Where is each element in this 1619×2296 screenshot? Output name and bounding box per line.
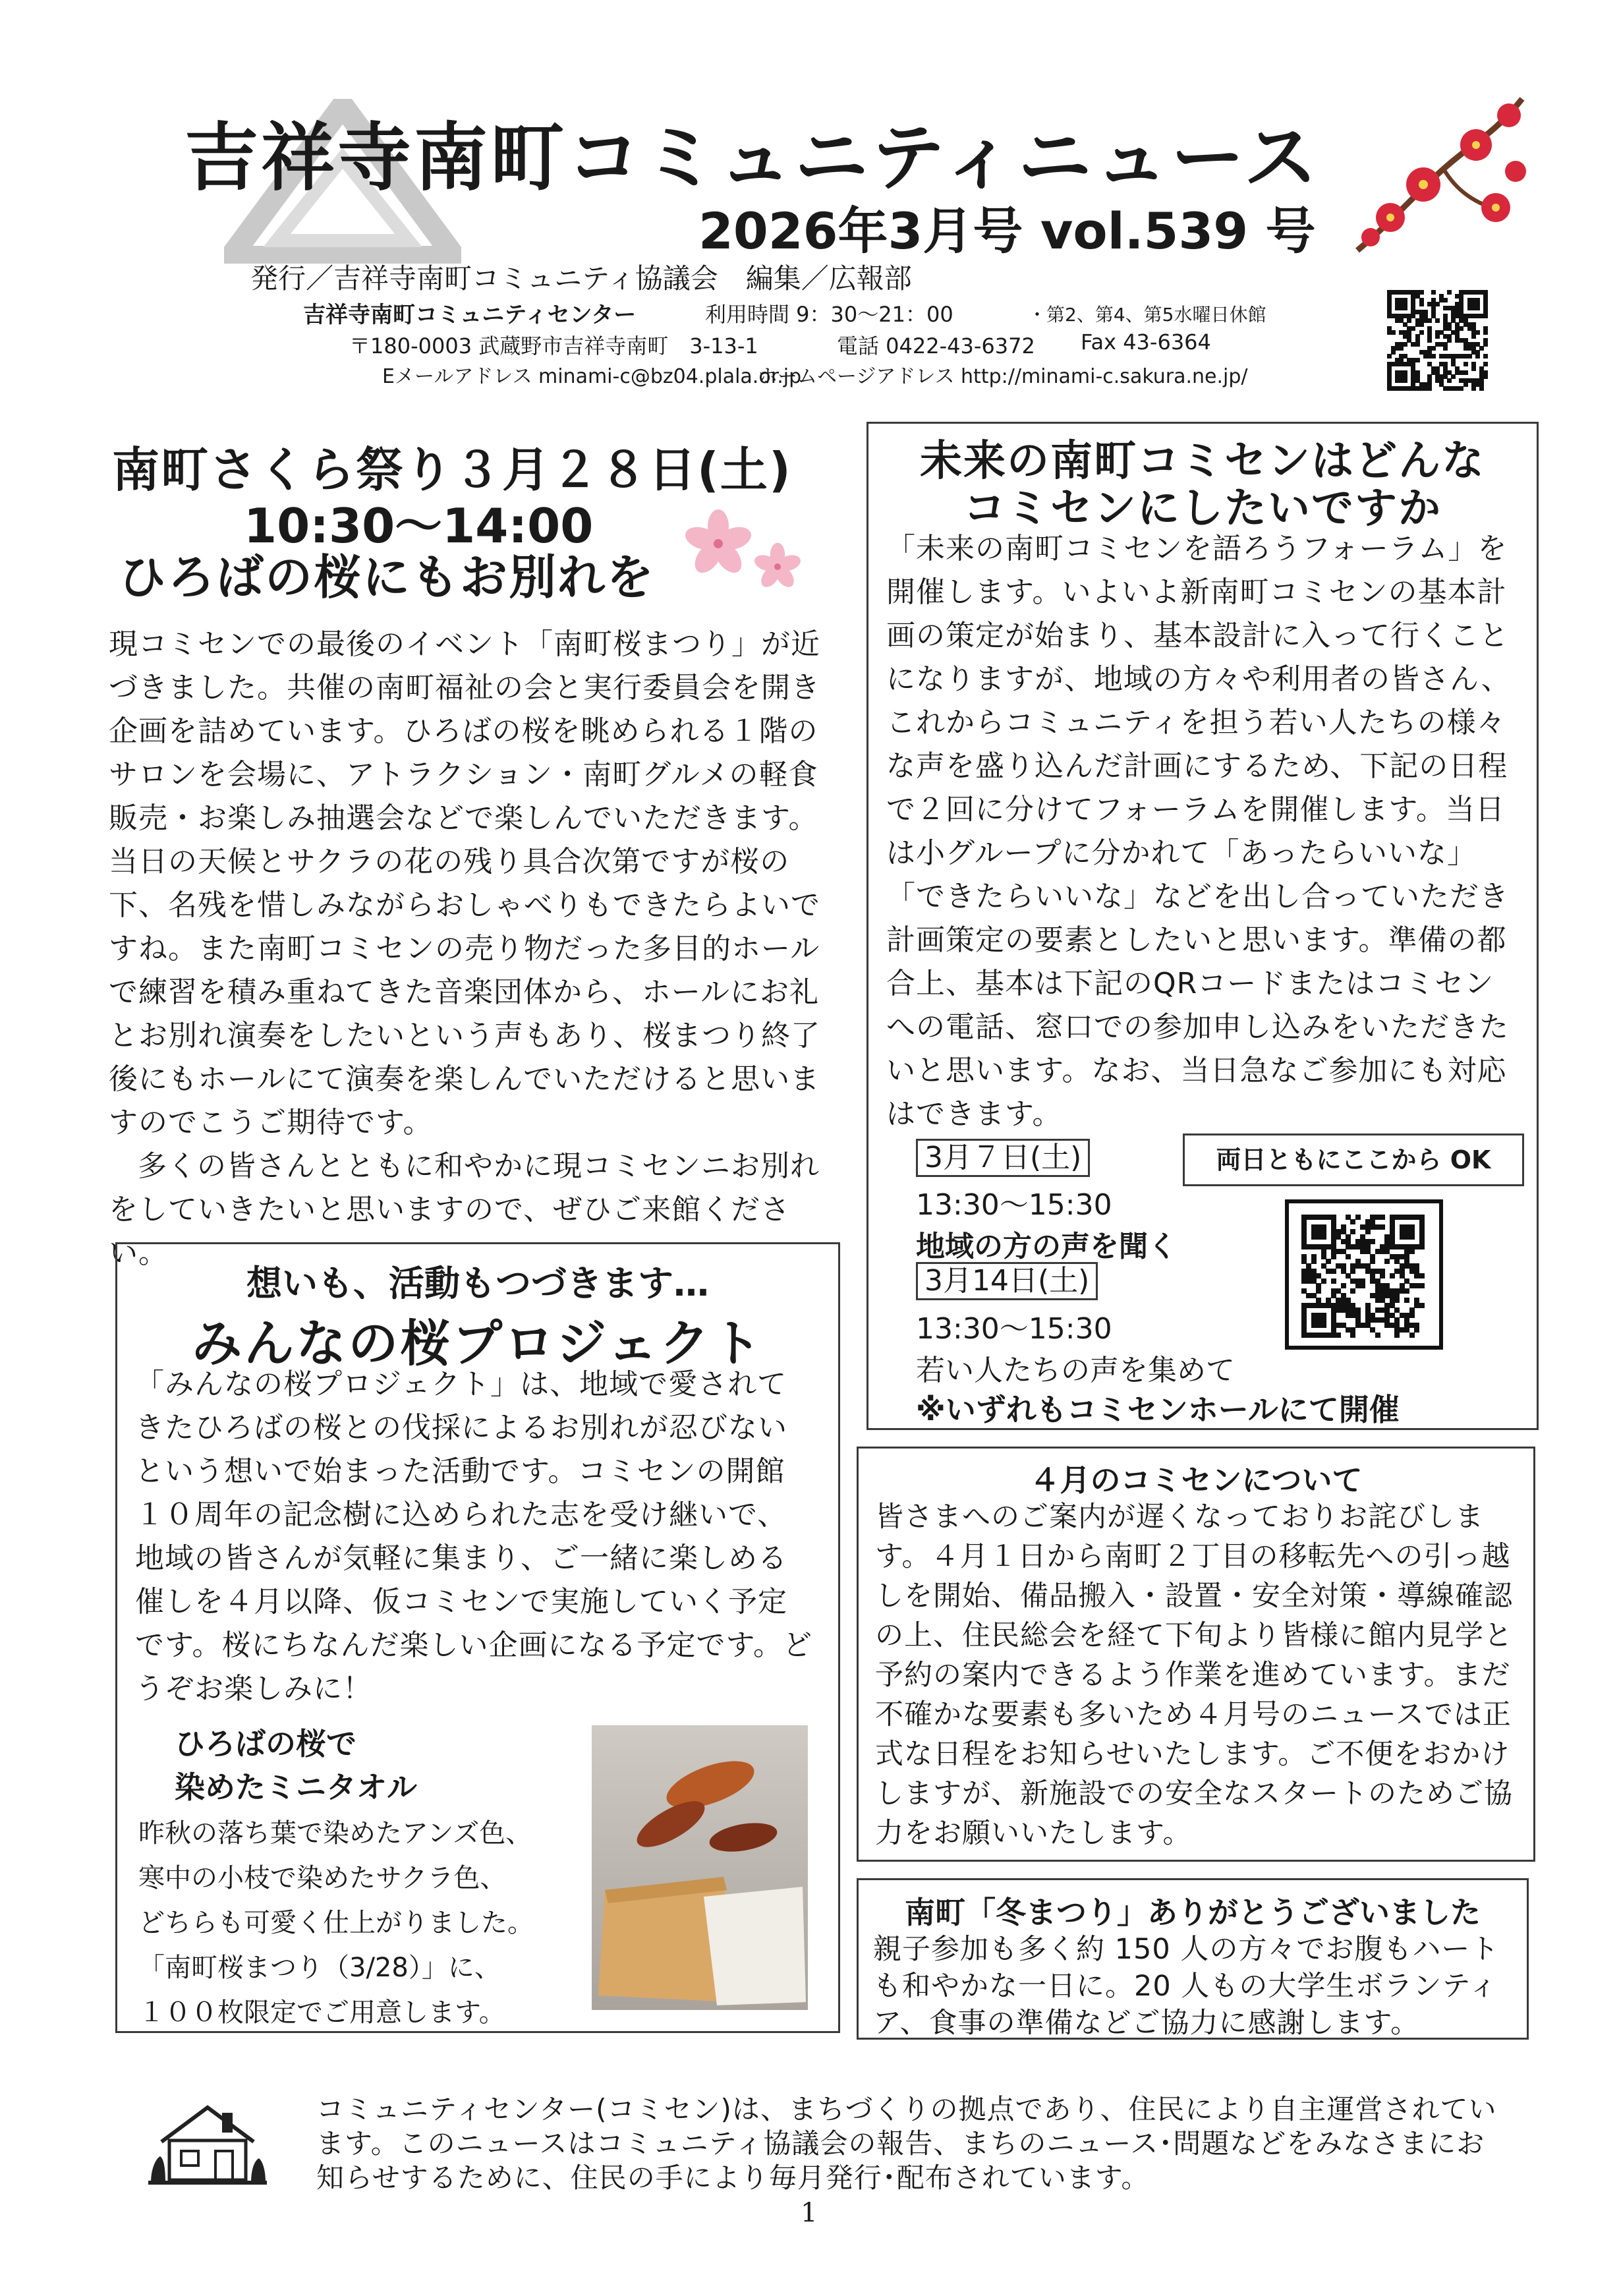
forum-body: 「未来の南町コミセンを語ろうフォーラム」を開催します。いよいよ新南町コミセンの基本計画の策定が始まり、基本設計に入って行くことになりますが、地域の方々や利用者の皆さん、これからコミュニティを担う若い人たちの様々な声を盛り込んだ計画にするため、下記の日程で２回に分けてフォーラムを開催します。当日は小グループに分かれて「あったらいいな」「できたらいいな」などを出し合っていただき計画策定の要素としたいと思います。準備の都合上、基本は下記のQRコードまたはコミセンへの電話、窓口での参加申し込みをいただきたいと思います。なお、当日急なご参加にも対応はできます。 [886,532,1511,1131]
qr-module [1483,342,1488,347]
qr-module [1471,334,1476,339]
qr-module [1350,1269,1355,1274]
qr-code-forum[interactable] [1301,1215,1424,1337]
cherry-blossom-icon [679,507,810,593]
qr-module [1435,302,1440,306]
qr-module [1435,318,1440,323]
qr-module [1403,342,1407,347]
qr-module [1341,1283,1346,1288]
qr-module [1435,334,1440,339]
forum-date-1: 3月７日(土) [916,1139,1090,1177]
qr-module [1321,1278,1326,1284]
community-house-icon [142,2096,273,2188]
qr-module [1467,354,1472,359]
qr-module [1355,1215,1361,1220]
qr-module [1443,346,1448,351]
qr-module [1407,318,1411,323]
qr-module [1463,370,1468,375]
qr-module [1394,1298,1400,1303]
qr-module [1380,1224,1385,1230]
fax-number: Fax 43-6364 [1081,330,1211,355]
qr-module [1384,1259,1390,1264]
qr-module [1404,1298,1409,1303]
qr-module [1431,346,1436,351]
qr-module [1427,318,1432,323]
forum-venue: ※いずれもコミセンホールにて開催 [916,1392,1400,1427]
qr-module [1447,290,1452,295]
towel-line-4: 「南町桜まつり（3/28）」に、 [138,1953,501,1983]
towel-line-5: １００枚限定でご用意します。 [138,1997,505,2028]
qr-module [1311,1259,1317,1264]
qr-module [1403,306,1407,310]
qr-module [1380,1215,1385,1220]
qr-module [1471,386,1476,391]
opening-hours: 利用時間 9：30～21：00 [705,302,953,327]
address: 〒180-0003 武蔵野市吉祥寺南町 3-13-1 [349,333,758,359]
qr-module [1399,346,1404,351]
plum-blossom-icon [1344,86,1535,264]
qr-module [1350,1288,1355,1294]
qr-module [1409,1333,1415,1338]
publisher-line: 発行／吉祥寺南町コミュニティ協議会 編集／広報部 [250,262,912,295]
qr-module [1419,322,1424,327]
qr-module [1431,354,1436,359]
qr-module [1370,1239,1375,1244]
qr-module [1483,354,1488,359]
winter-festival-title: 南町「冬まつり」ありがとうございました [905,1895,1481,1930]
towel-line-3: どちらも可愛く仕上がりました。 [138,1908,534,1938]
qr-module [1463,362,1468,366]
qr-module [1483,330,1488,335]
qr-module [1479,386,1484,391]
qr-module [1483,314,1488,318]
qr-module [1419,302,1424,306]
qr-module [1331,1254,1336,1259]
winter-festival-body: 親子参加も多く約 150 人の方々でお腹もハートも和やかな一日に。20 人もの大学生ボランティア、食事の準備などご協力に感謝します。 [873,1933,1500,2040]
closed-days: ・第2、第4、第5水曜日休館 [1028,304,1266,326]
issue-number: 2026年3月号 vol.539 号 [698,202,1316,260]
qr-module [1316,1288,1321,1294]
qr-module [1483,362,1488,366]
qr-module [1419,1273,1425,1278]
qr-module [1391,330,1396,335]
forum-date-2-wrap [916,1262,1098,1300]
sakura-festival-title: 南町さくら祭り３月２８日(土) [112,442,792,498]
april-notice-title: ４月のコミセンについて [1029,1462,1363,1498]
qr-module [1483,374,1488,379]
qr-module [1409,1234,1415,1240]
sakura-paragraph-1: 現コミセンでの最後のイベント「南町桜まつり」が近づきました。共催の南町福祉の会と実行委員会を開き企画を詰めています。ひろばの桜を眺められる１階のサロンを会場に、アトラクション・南町グルメの軽食販売・お楽しみ抽選会などで楽しんでいただきます。当日の天候とサクラの花の残り具合次第ですが桜の下、名残を惜しみながらおしゃべりもできたらよいですね。また南町コミセンの売り物だった多目的ホールで練習を積み重ねてきた音楽団体から、ホールにお礼とお別れ演奏をしたいという声もあり、桜まつり終了後にもホールにて演奏を楽しんでいただけると思いますのでこうご期待です。 [109,627,820,1139]
qr-module [1365,1229,1371,1234]
qr-label-box: 両日ともにここから OK [1183,1134,1524,1186]
towel-description [138,1811,534,2035]
forum-time-1: 13:30～15:30 [916,1188,1112,1222]
qr-module [1350,1219,1355,1224]
sakura-festival-time: 10:30～14:00 [244,498,594,554]
phone-number: 電話 0422-43-6372 [837,333,1035,359]
qr-module [1447,378,1452,383]
qr-module [1471,366,1476,371]
forum-date-2: 3月14日(土) [916,1262,1098,1300]
qr-module [1321,1234,1326,1240]
qr-module [1414,1327,1419,1333]
center-name: 吉祥寺南町コミュニティセンター [303,302,637,328]
qr-module [1331,1269,1336,1274]
qr-module [1380,1273,1385,1278]
qr-module [1387,354,1392,359]
qr-module [1459,326,1463,331]
qr-module [1419,1244,1425,1249]
qr-module [1427,338,1432,343]
sakura-paragraph-2: 多くの皆さんとともに和やかに現コミセンニお別れをしていきたいと思いますので、ぜひご来館ください。 [109,1149,820,1270]
qr-module [1409,1313,1415,1318]
qr-code-header[interactable] [1387,290,1487,390]
qr-module [1415,358,1420,362]
towel-photo [592,1725,808,2010]
homepage-url[interactable]: ホームページアドレス http://minami-c.sakura.ne.jp/ [758,365,1248,388]
qr-module [1447,338,1452,343]
qr-module [1346,1254,1351,1259]
qr-module [1459,386,1463,391]
qr-module [1419,1283,1425,1288]
qr-module [1419,330,1424,335]
forum-title-2: コミセンにしたいですか [963,484,1442,533]
qr-module [1463,382,1468,387]
qr-module [1326,1259,1331,1264]
qr-module [1475,330,1480,335]
towel-line-2: 寒中の小枝で染めたサクラ色、 [138,1863,507,1893]
qr-module [1390,1273,1395,1278]
sakura-festival-body [109,623,843,1275]
sakura-festival-subtitle: ひろばの桜にもお別れを [119,550,656,605]
qr-module [1415,342,1420,347]
project-title-2: みんなの桜プロジェクト [192,1314,764,1373]
forum-date-1-wrap [916,1139,1090,1177]
qr-module [1370,1259,1375,1264]
qr-module [1331,1278,1336,1284]
qr-module [1475,306,1480,310]
qr-module [1475,354,1480,359]
towel-line-1: 昨秋の落ち葉で染めたアンズ色、 [138,1818,532,1849]
qr-module [1419,1303,1425,1308]
towel-title-1: ひろばの桜で [175,1726,356,1762]
qr-module [1431,290,1436,295]
towel-title-2: 染めたミニタオル [175,1769,417,1805]
email-address[interactable]: Eメールアドレス minami-c@bz04.plala.or.jp [382,365,802,388]
page-number: 1 [801,2198,818,2228]
forum-title-1: 未来の南町コミセンはどんな [920,437,1485,486]
qr-module [1394,1333,1400,1338]
qr-module [1419,290,1424,295]
qr-module [1404,1288,1409,1294]
qr-module [1360,1283,1365,1288]
forum-topic-1: 地域の方の声を聞く [916,1230,1177,1263]
footer-description: コミュニティセンター(コミセン)は、まちづくりの拠点であり、住民により自主運営されています。このニュースはコミュニティ協議会の報告、まちのニュース･問題などをみなさまにお知らせするために、住民の手により毎月発行･配布されています。 [316,2093,1497,2194]
qr-module [1391,350,1396,355]
april-notice-body: 皆さまへのご案内が遅くなっておりお詫びします。４月１日から南町２丁目の移転先への引っ越しを開始、備品搬入・設置・安全対策・導線確認の上、住民総会を経て下旬より皆様に館内見学と予約の案内できるよう作業を進めています。まだ不確かな要素も多いため４月号のニュースでは正式な日程をお知らせいたします。ご不便をおかけしますが、新施設での安全なスタートのためご協力をお願いいたします。 [875,1501,1513,1850]
qr-module [1411,326,1415,331]
qr-module [1375,1333,1380,1338]
project-title-1: 想いも、活動もつづきます… [246,1263,709,1304]
qr-module [1350,1333,1355,1338]
qr-module [1427,386,1432,391]
qr-module [1451,374,1456,379]
forum-time-2: 13:30～15:30 [916,1312,1112,1346]
qr-module [1409,1249,1415,1254]
qr-module [1336,1333,1341,1338]
qr-module [1321,1323,1326,1328]
qr-module [1350,1229,1355,1234]
newsletter-title: 吉祥寺南町コミュニティニュース [185,115,1321,201]
qr-module [1403,378,1407,383]
forum-topic-2: 若い人たちの声を集めて [916,1354,1235,1387]
qr-module [1479,346,1484,351]
project-body: 「みんなの桜プロジェクト」は、地域で愛されてきたひろばの桜との伐採によるお別れが忍びないという想いで始まった活動です。コミセンの開館１０周年の記念樹に込められた志を受け継いで、地域の皆さんが気軽に集まり、ご一緒に楽しめる催しを４月以降、仮コミセンで実施していく予定です。桜にちなんだ楽しい企画になる予定です。どうぞお楽しみに！ [135,1367,812,1706]
qr-module [1443,298,1448,302]
